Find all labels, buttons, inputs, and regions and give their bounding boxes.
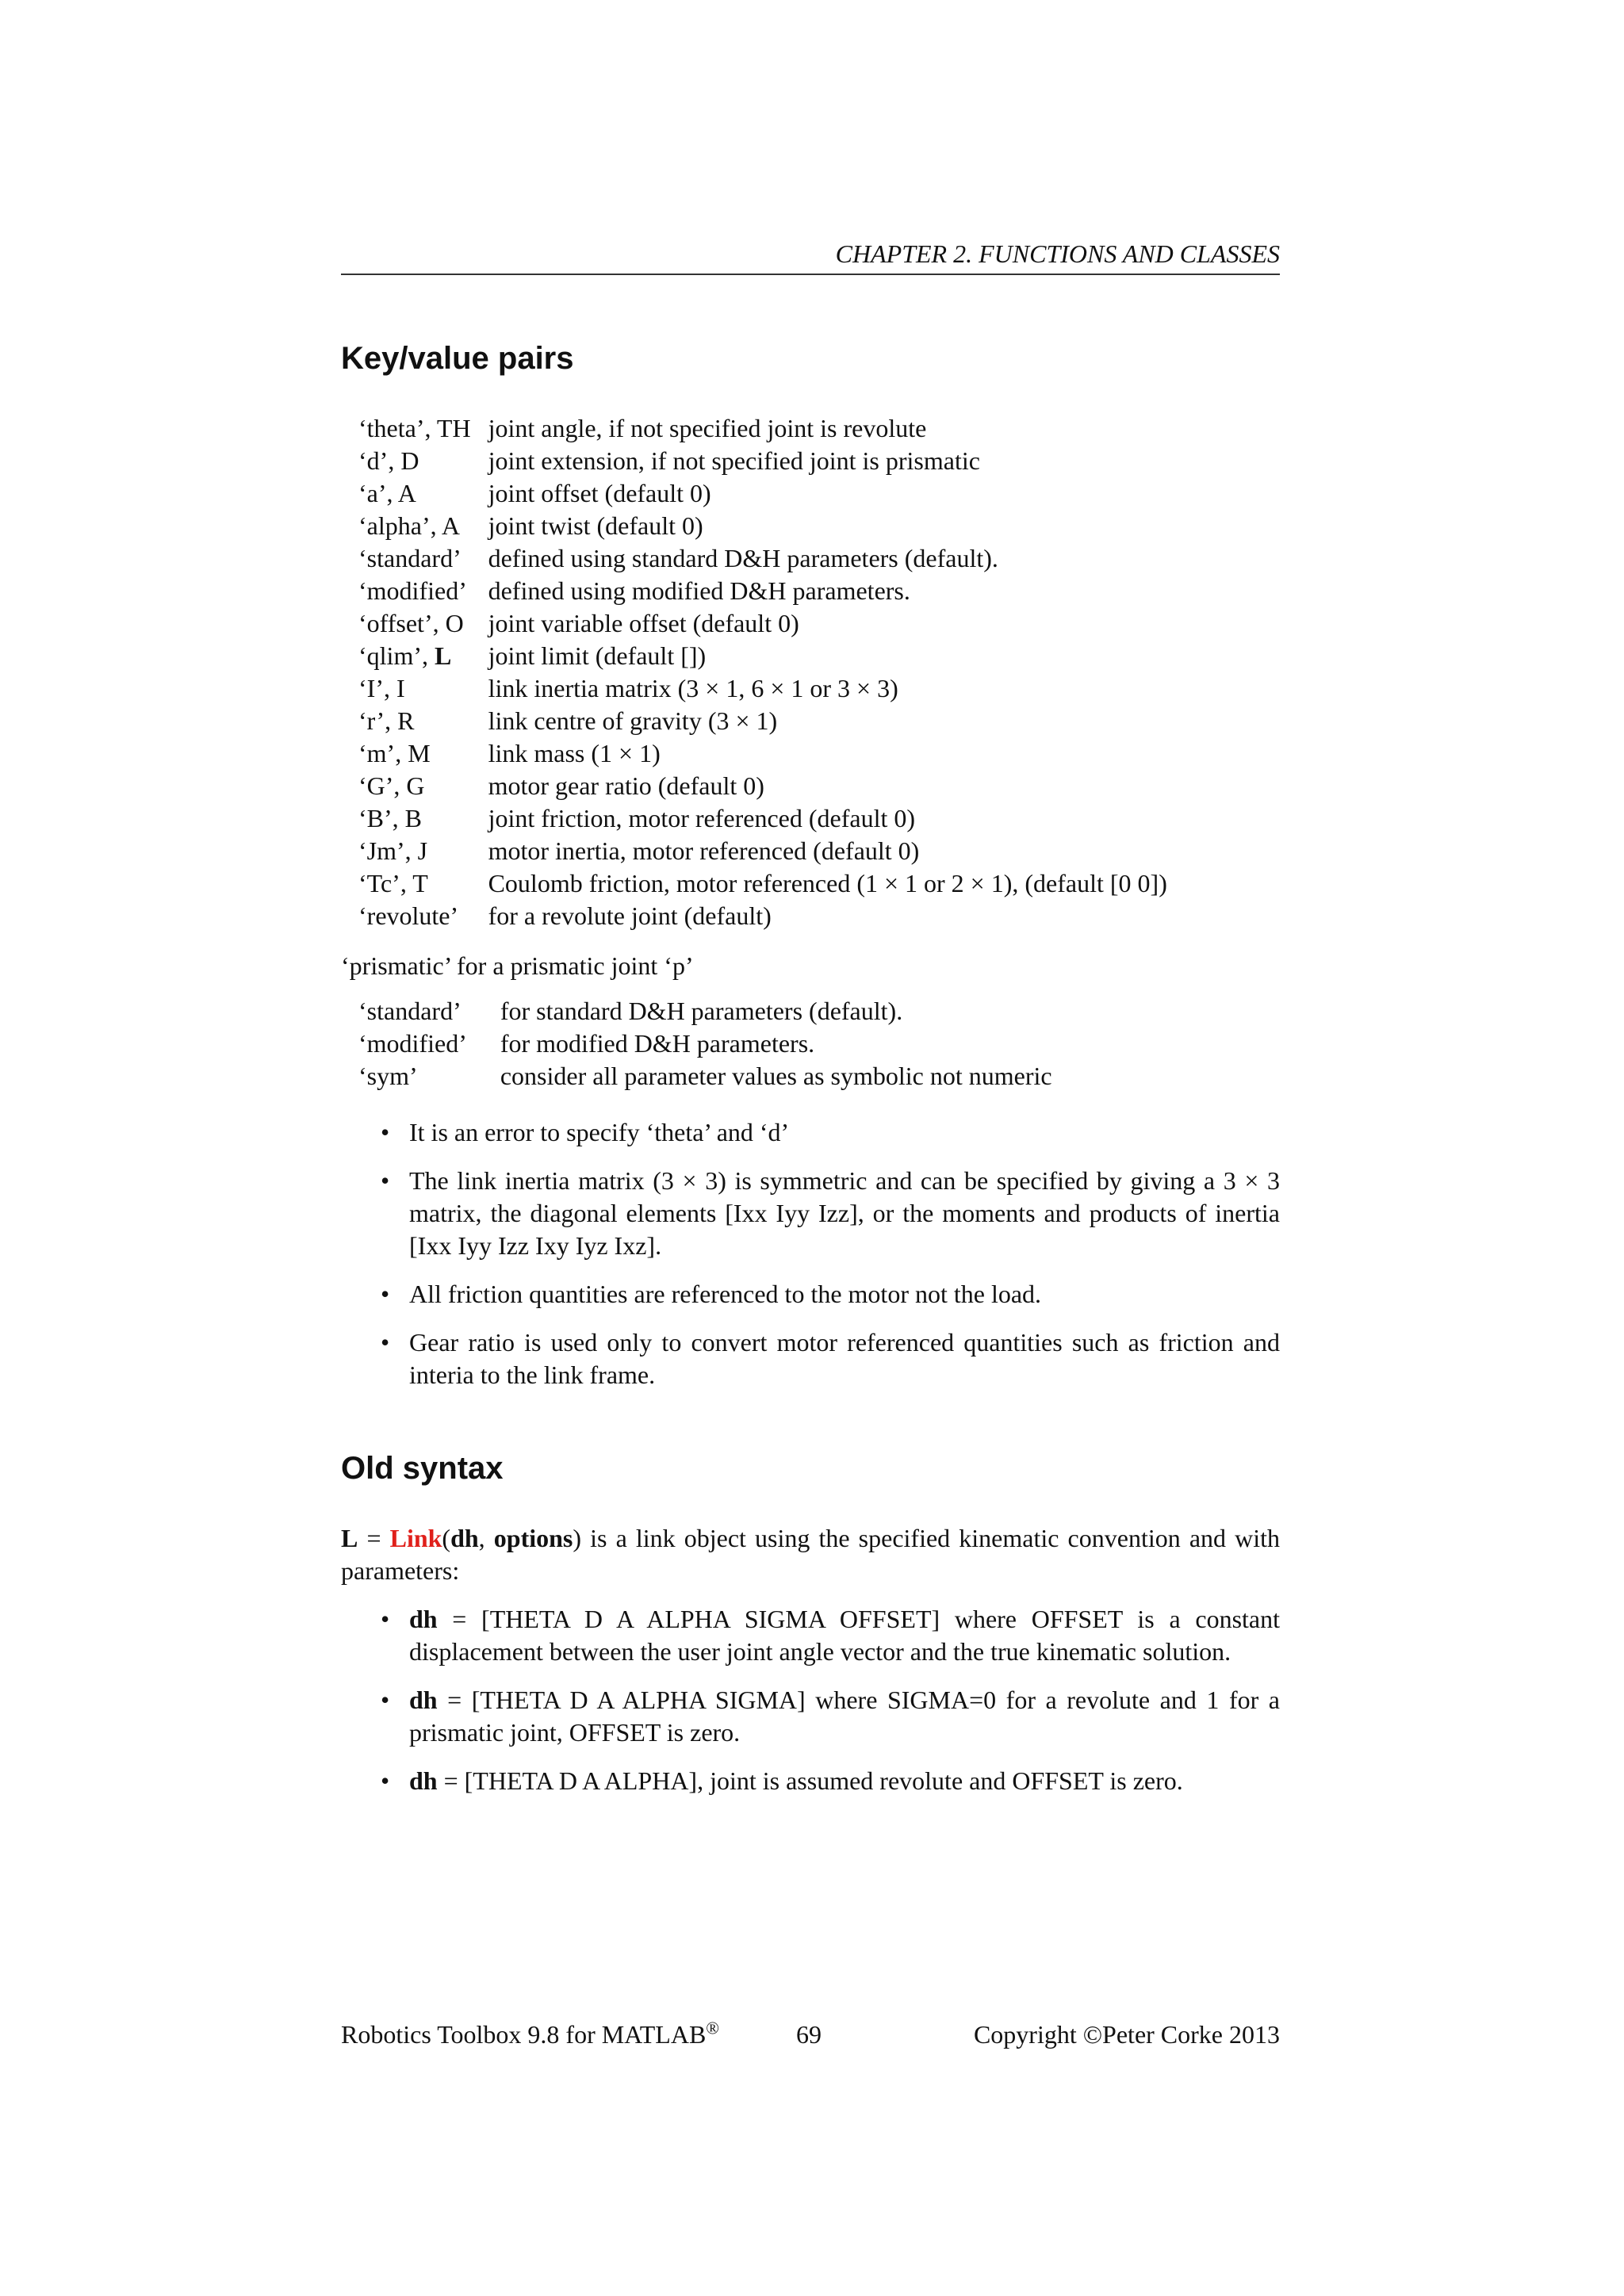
section-title-old-syntax: Old syntax xyxy=(341,1451,504,1486)
notes-list xyxy=(341,1116,1280,1407)
kv-desc: defined using standard D&H parameters (default). xyxy=(488,544,998,572)
item-text: = [THETA D A ALPHA SIGMA] where SIGMA=0 for a revolute and 1 for a prismatic joint, OFFSET is zero. xyxy=(409,1686,1280,1747)
kv-desc: consider all parameter values as symbolic not numeric xyxy=(500,1062,1052,1090)
kv-row xyxy=(358,445,1167,477)
note-text: The link inertia matrix (3 × 3) is symmetric and can be specified by giving a 3 × 3 matrix, the diagonal elements [Ixx Iyy Izz], or the moments and products of inertia [Ixx Iyy Izz Ixy Iyz Ixz]. xyxy=(409,1166,1280,1260)
kv-key xyxy=(358,835,488,867)
kv-row xyxy=(358,542,1167,575)
kv-key-text: ‘Tc’, T xyxy=(358,869,428,897)
kv-desc: joint offset (default 0) xyxy=(488,479,711,507)
kv-row xyxy=(358,867,1167,900)
kv-key-text: ‘modified’ xyxy=(358,576,467,605)
kv-key xyxy=(358,867,488,900)
kv-key xyxy=(358,1027,500,1060)
bullet-icon: • xyxy=(381,1686,390,1714)
key-value-table-2 xyxy=(358,995,1052,1093)
kv-desc: link mass (1 × 1) xyxy=(488,739,661,767)
kv-row xyxy=(358,835,1167,867)
kv-desc: defined using modified D&H parameters. xyxy=(488,576,910,605)
kv-row xyxy=(358,900,1167,932)
kv-key-text: ‘d’, D xyxy=(358,446,419,475)
intro-eq: = xyxy=(358,1524,390,1552)
kv-key xyxy=(358,412,488,445)
kv-row xyxy=(358,510,1167,542)
kv-desc: for modified D&H parameters. xyxy=(500,1029,815,1058)
kv-key xyxy=(358,900,488,932)
kv-key-text: ‘offset’, O xyxy=(358,609,464,637)
kv-key-text: ‘Jm’, J xyxy=(358,836,428,865)
note-item xyxy=(341,1165,1280,1262)
item-text: = [THETA D A ALPHA], joint is assumed revolute and OFFSET is zero. xyxy=(437,1766,1183,1795)
item-term: dh xyxy=(409,1686,438,1714)
item-term: dh xyxy=(409,1605,438,1633)
kv-key xyxy=(358,995,500,1027)
intro-open: ( xyxy=(442,1524,451,1552)
kv-key xyxy=(358,640,488,672)
kv-desc: joint extension, if not specified joint is prismatic xyxy=(488,446,980,475)
intro-arg-dh: dh xyxy=(450,1524,479,1552)
kv-key xyxy=(358,770,488,802)
kv-key-text: ‘sym’ xyxy=(358,1062,418,1090)
kv-desc: joint angle, if not specified joint is revolute xyxy=(488,414,927,442)
kv-key-text: ‘standard’ xyxy=(358,544,462,572)
intro-comma: , xyxy=(478,1524,494,1552)
note-item xyxy=(341,1278,1280,1311)
kv-key xyxy=(358,1060,500,1093)
footer-copyright: Copyright ©Peter Corke 2013 xyxy=(973,2020,1280,2049)
kv-key-bold: L xyxy=(434,641,452,670)
kv-desc: link centre of gravity (3 × 1) xyxy=(488,706,778,735)
footer-title xyxy=(341,2019,719,2051)
kv-key xyxy=(358,802,488,835)
kv-row xyxy=(358,477,1167,510)
bullet-icon: • xyxy=(381,1328,390,1357)
running-header: CHAPTER 2. FUNCTIONS AND CLASSES xyxy=(341,238,1280,275)
kv-key xyxy=(358,705,488,737)
kv-key-text: ‘r’, R xyxy=(358,706,415,735)
old-syntax-list xyxy=(341,1603,1280,1813)
kv-key xyxy=(358,672,488,705)
page-number: 69 xyxy=(796,2020,822,2049)
section-title-key-value: Key/value pairs xyxy=(341,341,574,376)
old-syntax-intro xyxy=(341,1522,1280,1587)
note-item xyxy=(341,1326,1280,1391)
old-syntax-item xyxy=(341,1603,1280,1668)
kv-row xyxy=(358,705,1167,737)
note-text: Gear ratio is used only to convert motor referenced quantities such as friction and interia to the link frame. xyxy=(409,1328,1280,1389)
note-text: It is an error to specify ‘theta’ and ‘d’ xyxy=(409,1118,790,1146)
kv-desc: motor inertia, motor referenced (default 0) xyxy=(488,836,920,865)
kv-row xyxy=(358,1027,1052,1060)
kv-row xyxy=(358,607,1167,640)
kv-desc: Coulomb friction, motor referenced (1 × 1 or 2 × 1), (default [0 0]) xyxy=(488,869,1167,897)
kv-key-text: ‘G’, G xyxy=(358,771,425,800)
kv-desc: for standard D&H parameters (default). xyxy=(500,997,903,1025)
intro-lhs: L xyxy=(341,1524,358,1552)
kv-key-text: ‘theta’, TH xyxy=(358,414,471,442)
kv-key xyxy=(358,477,488,510)
kv-key-text: ‘revolute’ xyxy=(358,901,459,930)
bullet-icon: • xyxy=(381,1280,390,1308)
kv-desc: link inertia matrix (3 × 1, 6 × 1 or 3 × 3) xyxy=(488,674,898,702)
footer-title-text: Robotics Toolbox 9.8 for MATLAB xyxy=(341,2020,707,2049)
item-text: = [THETA D A ALPHA SIGMA OFFSET] where OFFSET is a constant displacement between the user joint angle vector and the true kinematic solution. xyxy=(409,1605,1280,1666)
bullet-icon: • xyxy=(381,1605,390,1633)
kv-row xyxy=(358,575,1167,607)
kv-row xyxy=(358,995,1052,1027)
bullet-icon: • xyxy=(381,1118,390,1146)
kv-desc: joint twist (default 0) xyxy=(488,511,703,540)
note-item xyxy=(341,1116,1280,1149)
intro-arg-options: options xyxy=(493,1524,573,1552)
kv-key-text: ‘m’, M xyxy=(358,739,431,767)
kv-row xyxy=(358,412,1167,445)
note-text: All friction quantities are referenced to the motor not the load. xyxy=(409,1280,1042,1308)
intro-rest: ) is a link object using the specified kinematic convention and with parameters: xyxy=(341,1524,1281,1585)
kv-key-text: ‘B’, B xyxy=(358,804,422,832)
old-syntax-item xyxy=(341,1684,1280,1749)
kv-key xyxy=(358,575,488,607)
bullet-icon: • xyxy=(381,1766,390,1795)
kv-row xyxy=(358,1060,1052,1093)
registered-mark: ® xyxy=(706,2018,719,2038)
kv-key-text: ‘modified’ xyxy=(358,1029,467,1058)
kv-desc: motor gear ratio (default 0) xyxy=(488,771,764,800)
old-syntax-item xyxy=(341,1765,1280,1797)
kv-row xyxy=(358,640,1167,672)
kv-row xyxy=(358,737,1167,770)
kv-row xyxy=(358,770,1167,802)
kv-key-text: ‘standard’ xyxy=(358,997,462,1025)
kv-row xyxy=(358,672,1167,705)
prismatic-line: ‘prismatic’ for a prismatic joint ‘p’ xyxy=(341,951,694,980)
kv-key-text: ‘alpha’, A xyxy=(358,511,460,540)
kv-key-text: ‘I’, I xyxy=(358,674,405,702)
kv-key xyxy=(358,445,488,477)
kv-key xyxy=(358,737,488,770)
kv-key xyxy=(358,510,488,542)
kv-key-text: ‘a’, A xyxy=(358,479,416,507)
kv-desc: joint friction, motor referenced (default 0) xyxy=(488,804,916,832)
key-value-table xyxy=(358,412,1167,932)
kv-key-text: ‘qlim’, xyxy=(358,641,435,670)
item-term: dh xyxy=(409,1766,438,1795)
kv-key xyxy=(358,607,488,640)
bullet-icon: • xyxy=(381,1166,390,1195)
kv-key xyxy=(358,542,488,575)
link-function-link[interactable]: Link xyxy=(389,1524,442,1552)
kv-desc: for a revolute joint (default) xyxy=(488,901,772,930)
kv-row xyxy=(358,802,1167,835)
kv-desc: joint limit (default []) xyxy=(488,641,707,670)
kv-desc: joint variable offset (default 0) xyxy=(488,609,799,637)
